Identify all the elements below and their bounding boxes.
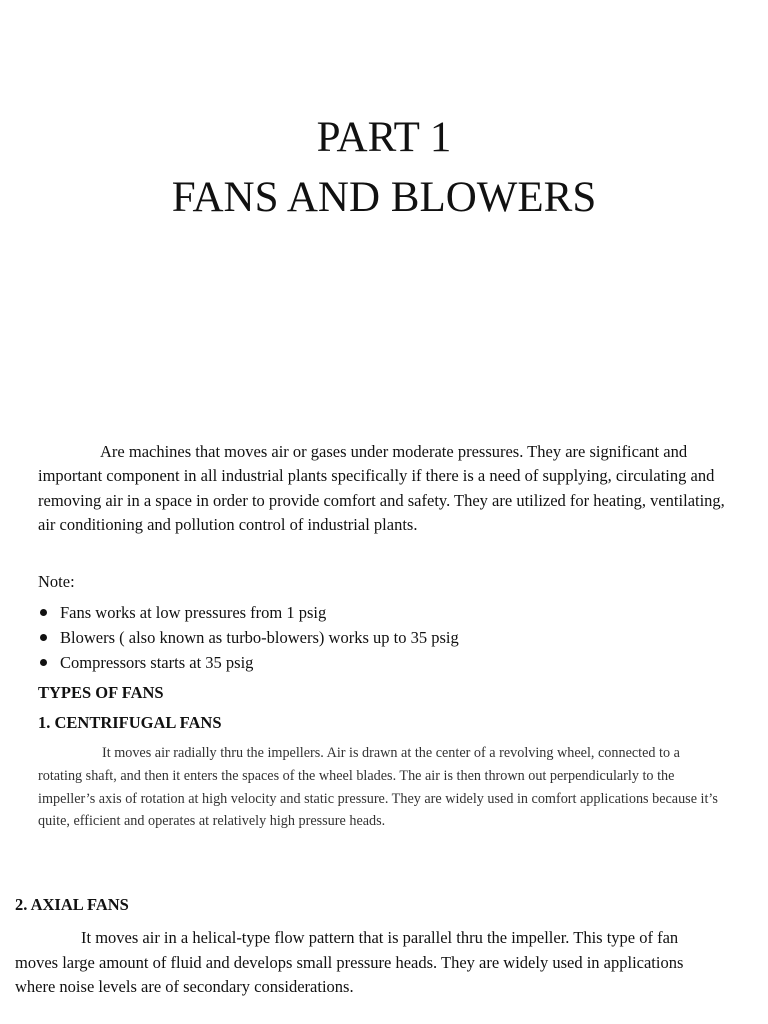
- axial-fans-heading: 2. AXIAL FANS: [15, 895, 129, 914]
- axial-fans-text: It moves air in a helical-type flow pattern that is parallel thru the impeller. This type of fan moves large amount of fluid and develops small pressure heads. They are widely used in applications where noise levels are of secondary considerations.: [15, 928, 684, 996]
- centrifugal-fans-heading: 1. CENTRIFUGAL FANS: [38, 713, 222, 732]
- title-part-number: PART 1: [316, 114, 452, 161]
- bullet-icon: [40, 609, 47, 616]
- list-item: [38, 650, 459, 675]
- note-label: Note:: [38, 572, 75, 591]
- list-item-text: Fans works at low pressures from 1 psig: [60, 603, 327, 622]
- title-topic: FANS AND BLOWERS: [171, 174, 597, 221]
- axial-fans-paragraph: [15, 926, 715, 1000]
- list-item-text: Blowers ( also known as turbo-blowers) works up to 35 psig: [60, 628, 459, 647]
- list-item: [38, 625, 459, 650]
- centrifugal-fans-text: It moves air radially thru the impellers. Air is drawn at the center of a revolving wheel, connected to a rotating shaft, and then it enters the spaces of the wheel blades. The air is then thrown out perpendicularly to the impeller’s axis of rotation at high velocity and static pressure. They are widely used in comfort applications because it’s quite, efficient and operates at relatively high pressure heads.: [38, 745, 718, 830]
- intro-paragraph: [38, 440, 728, 538]
- types-of-fans-heading: TYPES OF FANS: [38, 683, 164, 702]
- page-title: [0, 108, 768, 228]
- bullet-icon: [40, 634, 47, 641]
- centrifugal-fans-paragraph: [38, 742, 718, 833]
- list-item: [38, 600, 459, 625]
- bullet-icon: [40, 659, 47, 666]
- intro-text: Are machines that moves air or gases under moderate pressures. They are significant and important component in all industrial plants specifically if there is a need of supplying, circulating and removing air in a space in order to provide comfort and safety. They are utilized for heating, ventilating, air conditioning and pollution control of industrial plants.: [38, 442, 725, 535]
- list-item-text: Compressors starts at 35 psig: [60, 653, 254, 672]
- note-bullet-list: [38, 600, 459, 675]
